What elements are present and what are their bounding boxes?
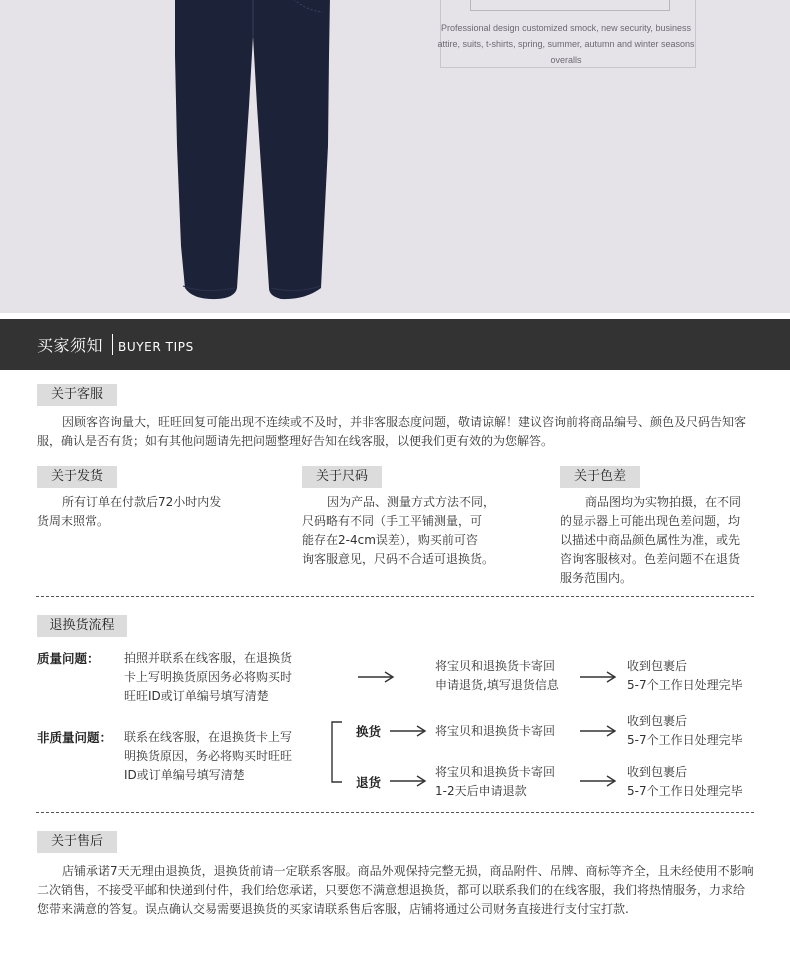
quality-step-send-back xyxy=(435,657,585,695)
exchange-process-line: 收到包裹后 xyxy=(627,714,688,728)
size-text xyxy=(302,493,522,569)
shipping-line: 所有订单在付款后72小时内发 xyxy=(62,495,222,509)
exchange-label: 换货 xyxy=(356,724,382,739)
non-quality-issue-desc xyxy=(124,728,314,785)
customer-service-text: 因顾客咨询量大，旺旺回复可能出现不连续或不及时，并非客服态度问题，敬请谅解！建议咨询前将商品编号、颜色及尺码告知客服，确认是否有货；如有其他问题请先把问题整理好告知在线客服，以便我们更有效的为您解答。 xyxy=(37,415,747,448)
non-quality-desc-line: 联系在线客服，在退换货卡上写 xyxy=(124,730,293,744)
quality-process-line: 收到包裹后 xyxy=(627,659,688,673)
exchange-step-send-back: 将宝贝和退换货卡寄回 xyxy=(435,724,556,738)
color-line: 以描述中商品颜色属性为准，或先 xyxy=(560,533,741,547)
arrow-right-icon xyxy=(580,670,618,684)
tag-return-flow: 退换货流程 xyxy=(37,615,127,637)
tag-size: 关于尺码 xyxy=(302,466,382,488)
refund-step-process xyxy=(627,763,762,801)
quality-issue-label: 质量问题： xyxy=(37,651,100,666)
product-caption: Professional design customized smock, new security, business attire, suits, t-shirts, spring, summer, autumn and winter seasons overalls xyxy=(437,23,695,65)
quality-desc-line: 拍照并联系在线客服，在退换货 xyxy=(124,651,293,665)
color-text xyxy=(560,493,760,588)
exchange-step-process xyxy=(627,712,762,750)
color-line: 咨询客服核对。色差问题不在退货 xyxy=(560,552,741,566)
refund-step-send-back xyxy=(435,763,585,801)
tag-after-sales: 关于售后 xyxy=(37,831,117,853)
quality-desc-line: 旺旺ID或订单编号填写清楚 xyxy=(124,689,269,703)
quality-step-process xyxy=(627,657,762,695)
refund-process-line: 收到包裹后 xyxy=(627,765,688,779)
tag-shipping: 关于发货 xyxy=(37,466,117,488)
refund-step-line: 将宝贝和退换货卡寄回 xyxy=(435,765,556,779)
color-line: 商品图均为实物拍摄，在不同 xyxy=(585,495,742,509)
color-line: 服务范围内。 xyxy=(560,571,633,585)
quality-step-line: 将宝贝和退换货卡寄回 xyxy=(435,659,556,673)
arrow-right-icon xyxy=(358,670,396,684)
quality-desc-line: 卡上写明换货原因务必将购买时 xyxy=(124,670,293,684)
tag-color-difference: 关于色差 xyxy=(560,466,640,488)
arrow-right-icon xyxy=(390,774,428,788)
caption-frame-inner xyxy=(470,0,670,11)
arrow-right-icon xyxy=(390,724,428,738)
shipping-text xyxy=(37,493,257,531)
arrow-right-icon xyxy=(580,724,618,738)
header-divider xyxy=(112,334,113,355)
quality-step-line: 申请退货,填写退货信息 xyxy=(435,678,559,692)
after-sales-text: 店铺承诺7天无理由退换货，退换货前请一定联系客服。商品外观保持完整无损，商品附件、吊牌、商标等齐全，且未经使用不影响二次销售，不接受平邮和快递到付件，我们给您承诺，只要您不满意想退换货，都可以联系我们的在线客服，我们将热情服务，力求给您带来满意的答复。误点确认交易需要退换货的买家请联系售后客服，店铺将通过公司财务直接进行支付宝打款. xyxy=(37,864,754,916)
color-line: 的显示器上可能出现色差问题，均 xyxy=(560,514,741,528)
header-subtitle: BUYER TIPS xyxy=(118,340,194,354)
navy-pants-image xyxy=(173,0,333,306)
dashed-divider xyxy=(36,596,754,597)
exchange-process-line: 5-7个工作日处理完毕 xyxy=(627,733,743,747)
size-line: 询客服意见，尺码不合适可退换货。 xyxy=(302,552,495,566)
tag-customer-service: 关于客服 xyxy=(37,384,117,406)
non-quality-desc-line: 明换货原因，务必将购买时旺旺 xyxy=(124,749,293,763)
shipping-line: 货周末照常。 xyxy=(37,514,110,528)
size-line: 因为产品、测量方式方法不同， xyxy=(327,495,496,509)
quality-process-line: 5-7个工作日处理完毕 xyxy=(627,678,743,692)
size-line: 能存在2-4cm误差），购买前可咨 xyxy=(302,533,478,547)
size-line: 尺码略有不同（手工平铺测量，可 xyxy=(302,514,483,528)
branch-bracket xyxy=(330,720,350,784)
refund-label: 退货 xyxy=(356,775,382,790)
arrow-right-icon xyxy=(580,774,618,788)
refund-step-line: 1-2天后申请退款 xyxy=(435,784,527,798)
product-photo-area xyxy=(0,0,790,313)
non-quality-issue-label: 非质量问题： xyxy=(37,730,113,745)
non-quality-desc-line: ID或订单编号填写清楚 xyxy=(124,768,245,782)
dashed-divider xyxy=(36,812,754,813)
header-title: 买家须知 xyxy=(37,336,104,355)
refund-process-line: 5-7个工作日处理完毕 xyxy=(627,784,743,798)
quality-issue-desc xyxy=(124,649,314,706)
